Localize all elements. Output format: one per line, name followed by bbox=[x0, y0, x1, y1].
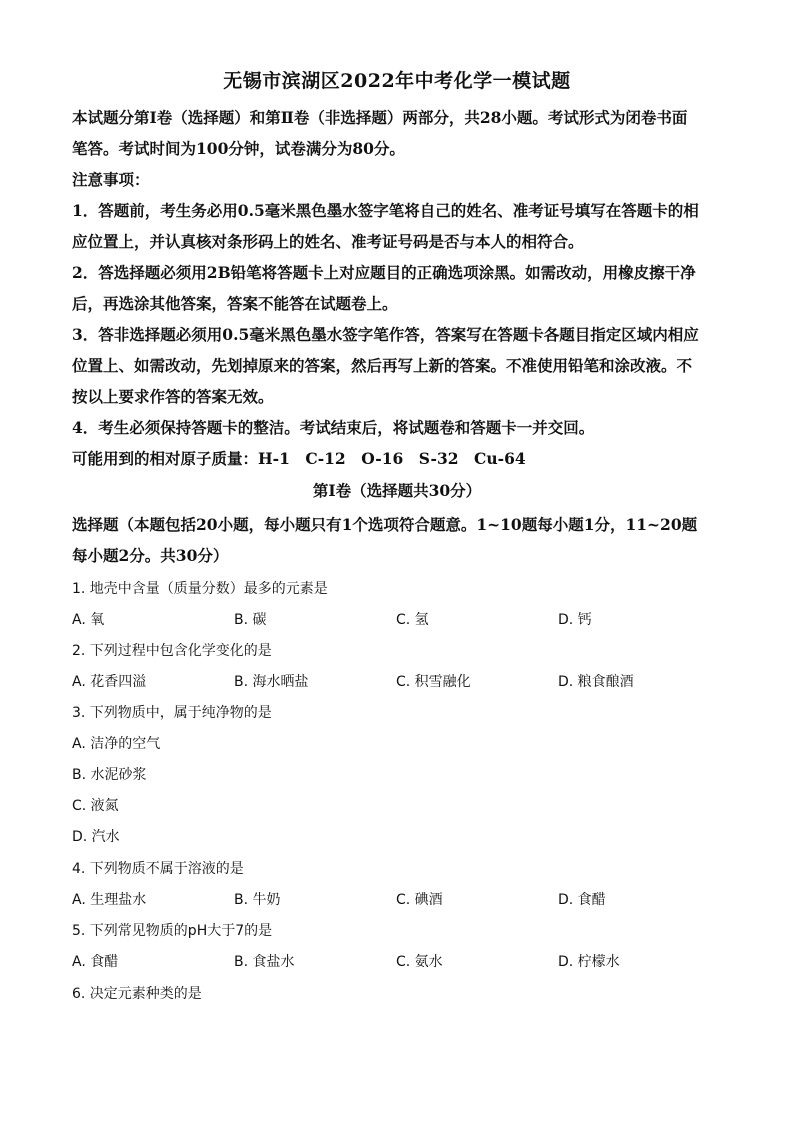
option-d: D. 柠檬水 bbox=[558, 954, 620, 970]
atomic-mass-line: 可能用到的相对原子质量：H-1 C-12 O-16 S-32 Cu-64 bbox=[72, 449, 526, 468]
option-d: D. 汽水 bbox=[72, 829, 120, 845]
option-d: D. 食醋 bbox=[558, 892, 606, 908]
instruction-line: 1．答题前，考生务必用0.5毫米黑色墨水签字笔将自己的姓名、准考证号填写在答题卡的相 bbox=[72, 201, 699, 220]
option-b: B. 食盐水 bbox=[234, 954, 295, 970]
page-title: 无锡市滨湖区2022年中考化学一模试题 bbox=[223, 70, 571, 92]
option-b: B. 海水晒盐 bbox=[234, 674, 309, 690]
question-stem: 5. 下列常见物质的pH大于7的是 bbox=[72, 923, 273, 939]
option-c: C. 碘酒 bbox=[396, 892, 443, 908]
instructions-block bbox=[72, 102, 724, 474]
option-a: A. 洁净的空气 bbox=[72, 736, 161, 752]
question-stem: 6. 决定元素种类的是 bbox=[72, 986, 202, 1002]
question-stem: 3. 下列物质中，属于纯净物的是 bbox=[72, 705, 272, 721]
option-a: A. 食醋 bbox=[72, 954, 119, 970]
option-c: C. 氨水 bbox=[396, 954, 443, 970]
option-b: B. 牛奶 bbox=[234, 892, 281, 908]
option-b: B. 水泥砂浆 bbox=[72, 767, 147, 783]
instruction-line: 按以上要求作答的答案无效。 bbox=[72, 387, 274, 406]
option-c: C. 积雪融化 bbox=[396, 674, 471, 690]
instruction-line: 4．考生必须保持答题卡的整洁。考试结束后，将试题卷和答题卡一并交回。 bbox=[72, 418, 595, 437]
option-c: C. 液氮 bbox=[72, 798, 119, 814]
section-intro-line: 每小题2分。共30分） bbox=[72, 546, 229, 565]
option-a: A. 生理盐水 bbox=[72, 892, 147, 908]
question-stem: 2. 下列过程中包含化学变化的是 bbox=[72, 643, 272, 659]
question-stem: 4. 下列物质不属于溶液的是 bbox=[72, 861, 244, 877]
option-d: D. 粮食酿酒 bbox=[558, 674, 634, 690]
instruction-line: 本试题分第Ⅰ卷（选择题）和第Ⅱ卷（非选择题）两部分，共28小题。考试形式为闭卷书面 bbox=[72, 108, 688, 127]
question-stem: 1. 地壳中含量（质量分数）最多的元素是 bbox=[72, 581, 328, 597]
section-intro-line: 选择题（本题包括20小题，每小题只有1个选项符合题意。1~10题每小题1分，11~20题 bbox=[72, 515, 698, 534]
option-a: A. 花香四溢 bbox=[72, 674, 147, 690]
option-a: A. 氧 bbox=[72, 612, 105, 628]
instruction-line: 注意事项： bbox=[72, 170, 150, 189]
option-b: B. 碳 bbox=[234, 612, 267, 628]
instruction-line: 后，再选涂其他答案，答案不能答在试题卷上。 bbox=[72, 294, 398, 313]
section-title: 第Ⅰ卷（选择题共30分） bbox=[312, 481, 482, 500]
instruction-line: 3．答非选择题必须用0.5毫米黑色墨水签字笔作答，答案写在答题卡各题目指定区域内相应 bbox=[72, 325, 699, 344]
instruction-line: 2．答选择题必须用2B铅笔将答题卡上对应题目的正确选项涂黑。如需改动，用橡皮擦干净 bbox=[72, 263, 696, 282]
option-d: D. 钙 bbox=[558, 612, 592, 628]
instruction-line: 笔答。考试时间为100分钟，试卷满分为80分。 bbox=[72, 139, 405, 158]
instruction-line: 应位置上，并认真核对条形码上的姓名、准考证号码是否与本人的相符合。 bbox=[72, 232, 584, 251]
section-intro bbox=[72, 509, 724, 571]
instruction-line: 位置上、如需改动，先划掉原来的答案，然后再写上新的答案。不准使用铅笔和涂改液。不 bbox=[72, 356, 693, 375]
option-c: C. 氢 bbox=[396, 612, 429, 628]
